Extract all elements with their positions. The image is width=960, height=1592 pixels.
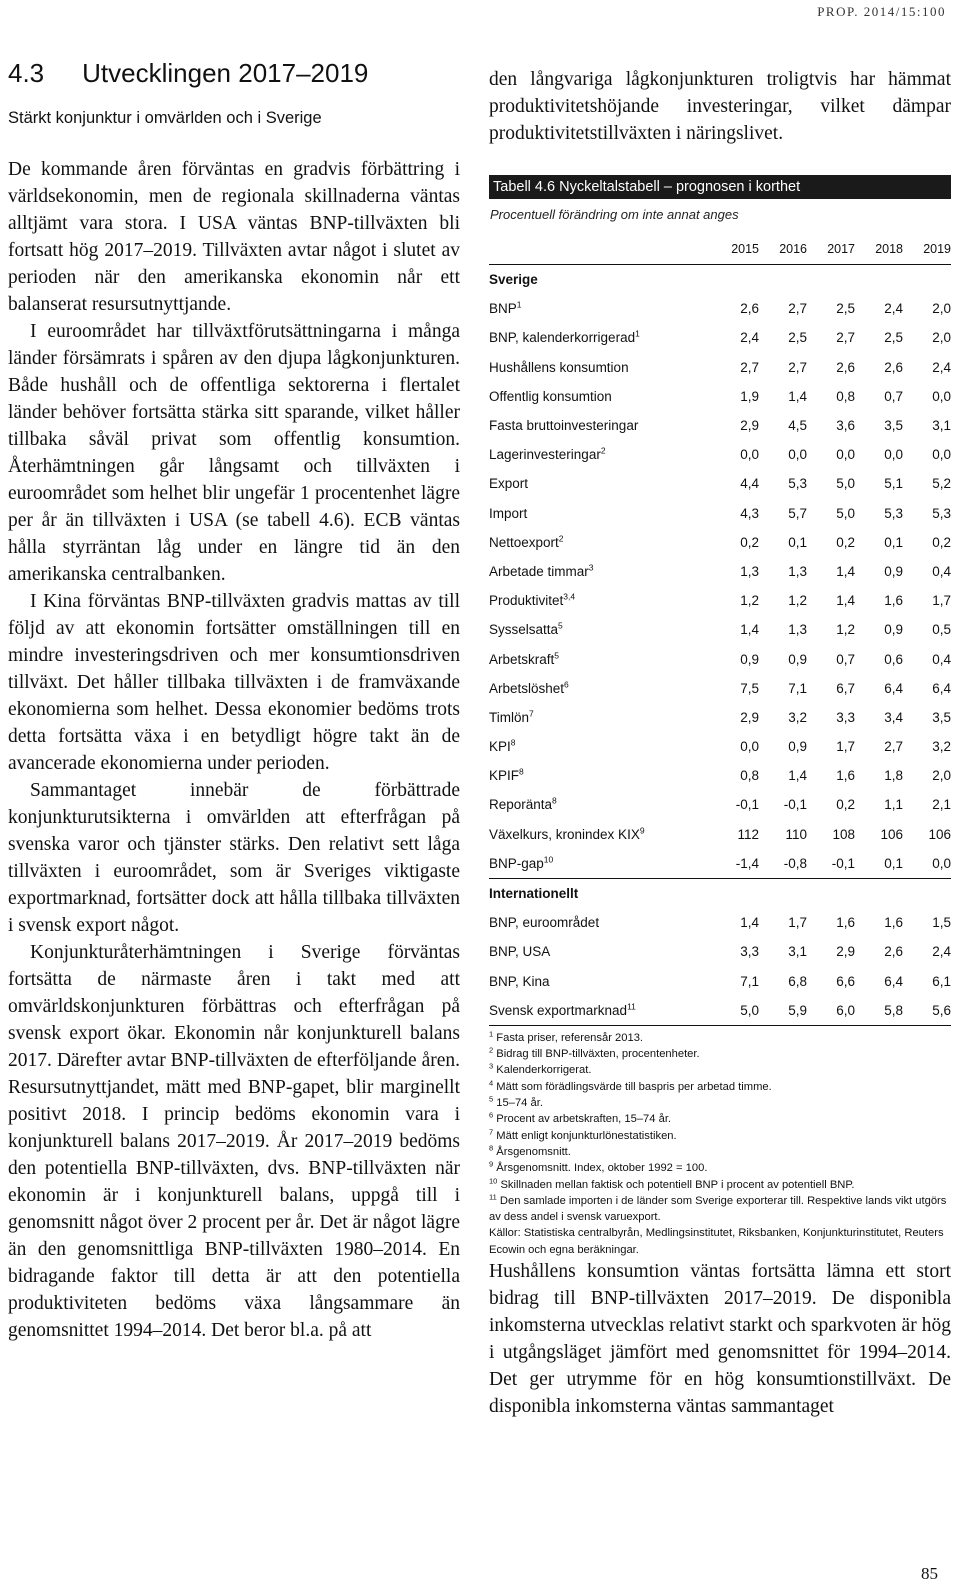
paragraph: De kommande åren förväntas en gradvis förbättring i världsekonomin, men de regionala skillnaderna väntas alltjämt vara stora. I USA väntas BNP-tillväxten bli fortsatt hög 2017–2019. Tillväxten avtar något i slutet av perioden när den amerikanska ekonomin når ett balanserat resursutnyttjande.	[8, 159, 460, 315]
footnote	[489, 1177, 951, 1193]
value-cell: 1,4	[740, 915, 759, 931]
group-label: Sverige	[489, 272, 538, 288]
table-group-row	[489, 265, 951, 295]
footnote-text: Mätt enligt konjunkturlönestatistiken.	[496, 1129, 677, 1142]
group-label: Internationellt	[489, 878, 951, 908]
year-header: 2016	[759, 240, 807, 265]
footnote-marker: 3,4	[563, 591, 576, 602]
value-cell: 5,0	[836, 505, 855, 521]
value-cell: 2,4	[884, 301, 903, 317]
footnote-number: 7	[489, 1126, 494, 1136]
paragraph: Hushållens konsumtion väntas fortsätta lämna ett stort bidrag till BNP-tillväxten 2017–2019. De disponibla inkomsterna utvecklas relativt starkt och sparkvoten är hög i utgångsläget jämfört med genomsnittet för 1994–2014. Det ger utrymme för en hög konsumtionstillväxt. De disponibla inkomsterna väntas sammantaget	[489, 1261, 951, 1418]
row-label: KPIF	[489, 768, 520, 784]
value-cell: 2,6	[884, 359, 903, 375]
value-cell: 2,4	[740, 330, 759, 346]
value-cell: 5,2	[932, 476, 951, 492]
table-row	[489, 996, 951, 1026]
row-label-cell	[489, 674, 711, 703]
footnote-text: Procent av arbetskraften, 15–74 år.	[496, 1113, 672, 1126]
footnote-number: 3	[489, 1061, 494, 1071]
row-label-cell	[489, 557, 711, 586]
row-label-cell	[489, 440, 711, 469]
row-label: Arbetade timmar	[489, 563, 589, 579]
value-cell: 1,6	[836, 915, 855, 931]
value-cell: 3,1	[788, 944, 807, 960]
footnote-number: 4	[489, 1078, 494, 1088]
table-group-row	[489, 878, 951, 908]
footnote-marker: 6	[564, 679, 569, 690]
value-cell: 6,4	[884, 973, 903, 989]
footnote-marker: 2	[600, 445, 606, 456]
footnote-marker: 2	[558, 533, 564, 544]
table-row	[489, 644, 951, 673]
value-cell: 1,5	[932, 915, 951, 931]
value-cell: 1,4	[836, 593, 855, 609]
footnote-number: 10	[489, 1175, 498, 1185]
value-cell: 0,0	[740, 739, 759, 755]
table-source: Källor: Statistiska centralbyrån, Medlingsinstitutet, Riksbanken, Konjunkturinstitutet, Reuters Ecowin och egna beräkningar.	[489, 1227, 944, 1256]
row-label-cell	[489, 294, 711, 323]
footnote-number: 11	[489, 1192, 497, 1202]
footnote-text: Den samlade importen i de länder som Sverige exporterar till. Respektive lands vikt utgörs av dess andel i svensk varuexport.	[489, 1194, 947, 1224]
table-row	[489, 674, 951, 703]
value-cell: 7,1	[788, 680, 807, 696]
table-title-text: Nyckeltalstabell – prognosen i korthet	[559, 179, 801, 195]
footnote-text: Årsgenomsnitt.	[496, 1145, 571, 1158]
table-footnotes	[489, 1030, 951, 1258]
value-cell: 0,9	[740, 651, 759, 667]
value-cell: 2,0	[932, 768, 951, 784]
value-cell: 0,8	[836, 388, 855, 404]
row-label-cell	[489, 849, 711, 879]
value-cell: 0,9	[788, 651, 807, 667]
value-cell: 5,6	[903, 996, 951, 1026]
value-cell: 108	[832, 826, 855, 842]
row-label-cell	[489, 615, 711, 644]
value-cell: 2,7	[788, 301, 807, 317]
value-cell: 6,8	[788, 973, 807, 989]
footnote-marker: 8	[510, 737, 516, 748]
table-row	[489, 528, 951, 557]
row-label: Reporänta	[489, 797, 553, 813]
value-cell: 5,3	[788, 476, 807, 492]
value-cell: 112	[737, 826, 759, 842]
footnote	[489, 1144, 951, 1160]
section-heading	[8, 58, 460, 89]
value-cell: 1,7	[932, 593, 951, 609]
value-cell: 6,1	[932, 973, 951, 989]
footnote-marker: 5	[558, 620, 563, 631]
value-cell: 5,8	[855, 996, 903, 1026]
value-cell: 2,4	[932, 944, 951, 960]
value-cell: 1,3	[788, 563, 807, 579]
value-cell: 4,4	[740, 476, 759, 492]
right-column	[489, 66, 951, 1420]
row-label: Växelkurs, kronindex KIX	[489, 826, 640, 842]
table-body	[489, 240, 951, 1026]
row-label: BNP, Kina	[489, 973, 550, 989]
year-header: 2017	[807, 240, 855, 265]
value-cell: 0,0	[836, 447, 855, 463]
value-cell: 3,3	[740, 944, 759, 960]
value-cell: 3,5	[932, 709, 951, 725]
value-cell: 2,9	[740, 418, 759, 434]
value-cell: 0,1	[884, 855, 903, 871]
page-number: 85	[921, 1564, 938, 1583]
value-cell: 6,6	[836, 973, 855, 989]
value-cell: 1,6	[884, 915, 903, 931]
value-cell: -0,1	[783, 797, 807, 813]
row-label-cell	[489, 937, 711, 966]
row-label: Nettoexport	[489, 534, 559, 550]
value-cell: 0,0	[932, 855, 951, 871]
row-label: Offentlig konsumtion	[489, 388, 612, 404]
value-cell: 0,5	[932, 622, 951, 638]
value-cell: -0,1	[831, 855, 855, 871]
row-label-cell	[489, 790, 711, 819]
value-cell: 5,7	[788, 505, 807, 521]
year-header: 2018	[855, 240, 903, 265]
table-row	[489, 790, 951, 819]
footnote-text: Kalenderkorrigerat.	[496, 1064, 592, 1077]
value-cell: 2,5	[836, 301, 855, 317]
value-cell: 1,4	[788, 388, 807, 404]
value-cell: -0,1	[735, 797, 759, 813]
row-label-cell	[489, 996, 711, 1026]
value-cell: 4,3	[740, 505, 759, 521]
value-cell: 1,6	[884, 593, 903, 609]
row-label-cell	[489, 528, 711, 557]
footnote	[489, 1128, 951, 1144]
value-cell: 5,0	[711, 996, 759, 1026]
footnote-number: 1	[489, 1029, 494, 1039]
row-label: Import	[489, 505, 528, 521]
table-row	[489, 557, 951, 586]
footnote-marker: 9	[639, 825, 645, 836]
table-row	[489, 615, 951, 644]
footnote-text: Årsgenomsnitt. Index, oktober 1992 = 100.	[496, 1162, 708, 1175]
value-cell: 2,6	[884, 944, 903, 960]
value-cell: 6,0	[807, 996, 855, 1026]
table-row	[489, 440, 951, 469]
footnote-marker: 3	[588, 562, 594, 573]
value-cell: 1,4	[740, 622, 759, 638]
footnote-number: 8	[489, 1143, 494, 1153]
value-cell: 1,4	[836, 563, 855, 579]
table-row	[489, 382, 951, 411]
value-cell: 6,4	[932, 680, 951, 696]
footnote	[489, 1095, 951, 1111]
value-cell: 1,1	[884, 797, 903, 813]
footnote	[489, 1193, 951, 1226]
value-cell: 110	[785, 826, 807, 842]
footnote-text: Bidrag till BNP-tillväxten, procentenheter.	[496, 1048, 700, 1061]
row-label-cell	[489, 644, 711, 673]
footnote-marker: 1	[516, 299, 522, 310]
row-label: Hushållens konsumtion	[489, 359, 629, 375]
row-label: BNP, kalenderkorrigerad	[489, 330, 636, 346]
table-header-row	[489, 240, 951, 265]
footnote-marker: 10	[543, 854, 554, 865]
left-column	[8, 58, 460, 1344]
row-label: Lagerinvesteringar	[489, 447, 601, 463]
row-label: BNP, euroområdet	[489, 915, 600, 931]
section-title: Utvecklingen 2017–2019	[82, 58, 369, 88]
value-cell: 7,1	[740, 973, 759, 989]
value-cell: 0,9	[788, 739, 807, 755]
table-row	[489, 908, 951, 937]
row-label-cell	[489, 382, 711, 411]
value-cell: 1,3	[740, 563, 759, 579]
value-cell: 1,8	[884, 768, 903, 784]
value-cell: 4,5	[788, 418, 807, 434]
year-header: 2015	[711, 240, 759, 265]
table-row	[489, 586, 951, 615]
value-cell: -0,8	[783, 855, 807, 871]
row-label-cell	[489, 967, 711, 996]
value-cell: 1,7	[788, 915, 807, 931]
footnote	[489, 1079, 951, 1095]
value-cell: 3,1	[932, 418, 951, 434]
value-cell: 3,6	[836, 418, 855, 434]
paragraph: Konjunkturåterhämtningen i Sverige förväntas fortsätta de närmaste åren i takt med att omvärldskonjunkturen förbättras och efterfrågan på svensk export ökar. Ekonomin når konjunkturell balans 2017. Därefter avtar BNP-tillväxten de efterföljande åren. Resursutnyttjandet, mätt med BNP-gapet, blir marginellt positivt 2018. I princip bedöms ekonomin vara i konjunkturell balans 2017–2019. År 2017–2019 bedöms den potentiella BNP-tillväxten, dvs. BNP-tillväxten när ekonomin är i konjunkturell balans, uppgå till i genomsnitt något över 2 procent per år. Det är något lägre än den genomsnittliga BNP-tillväxten 1980–2014. En bidragande faktor till detta är att den potentiella produktiviteten bedöms växa långsammare än genomsnittet 1994–2014. Det beror bl.a. på att	[8, 942, 460, 1341]
row-label-cell	[489, 469, 711, 498]
value-cell: 1,7	[836, 739, 855, 755]
value-cell: 2,7	[884, 739, 903, 755]
value-cell: 3,2	[788, 709, 807, 725]
row-label: BNP, USA	[489, 944, 551, 960]
value-cell: 2,6	[836, 359, 855, 375]
row-label: BNP-gap	[489, 855, 544, 871]
table-row	[489, 703, 951, 732]
value-cell: 0,4	[932, 651, 951, 667]
footnote-marker: 8	[552, 795, 557, 806]
paragraph: I Kina förväntas BNP-tillväxten gradvis mattas av till följd av att ekonomin fortsätter omställningen till en mindre investeringsdriven och mer konsumtionsdriven tillväxt. Det håller tillbaka tillväxten i de framväxande ekonomierna som helhet. Dessa ekonomier bedöms trots detta fortsätta växa i en betydligt högre takt än de avancerade ekonomierna under perioden.	[8, 591, 460, 774]
value-cell: 0,2	[740, 534, 759, 550]
table-row	[489, 353, 951, 382]
value-cell: 0,6	[884, 651, 903, 667]
value-cell: 0,4	[932, 563, 951, 579]
value-cell: 5,0	[836, 476, 855, 492]
value-cell: 3,5	[884, 418, 903, 434]
footnote-text: Skillnaden mellan faktisk och potentiell BNP i procent av potentiell BNP.	[500, 1178, 855, 1191]
value-cell: 3,4	[884, 709, 903, 725]
row-label: Arbetskraft	[489, 651, 555, 667]
value-cell: 0,9	[884, 622, 903, 638]
value-cell: 2,0	[932, 301, 951, 317]
footnote-text: Fasta priser, referensår 2013.	[496, 1031, 644, 1044]
value-cell: 3,2	[932, 739, 951, 755]
footnote-text: 15–74 år.	[496, 1097, 543, 1110]
footnote-marker: 8	[519, 766, 524, 777]
footnote-marker: 11	[627, 1001, 636, 1012]
footnote	[489, 1160, 951, 1176]
row-label: Sysselsatta	[489, 622, 559, 638]
row-label-cell	[489, 820, 711, 849]
value-cell: 2,7	[740, 359, 759, 375]
value-cell: 2,5	[788, 330, 807, 346]
value-cell: 0,0	[884, 447, 903, 463]
table-row	[489, 411, 951, 440]
value-cell: 1,6	[836, 768, 855, 784]
row-label: Arbetslöshet	[489, 680, 565, 696]
value-cell: 1,2	[836, 622, 855, 638]
row-label-cell	[489, 703, 711, 732]
value-cell: 0,2	[932, 534, 951, 550]
table-row	[489, 294, 951, 323]
paragraph: den långvariga lågkonjunkturen troligtvis har hämmat produktivitetshöjande investeringar, vilket dämpar produktivitetstillväxten i näringslivet.	[489, 69, 951, 144]
value-cell: 3,3	[836, 709, 855, 725]
value-cell: 6,4	[884, 680, 903, 696]
value-cell: 2,1	[932, 797, 951, 813]
header-cell	[489, 240, 711, 265]
footnote-number: 5	[489, 1094, 494, 1104]
row-label: Fasta bruttoinvesteringar	[489, 418, 639, 434]
table-row	[489, 469, 951, 498]
value-cell: 0,7	[884, 388, 903, 404]
footnote	[489, 1111, 951, 1127]
row-label: Export	[489, 476, 529, 492]
footnote-number: 6	[489, 1110, 494, 1120]
value-cell: 0,8	[740, 768, 759, 784]
table-number: Tabell 4.6	[493, 179, 556, 195]
row-label: Timlön	[489, 709, 530, 725]
row-label-cell	[489, 353, 711, 382]
row-label-cell	[489, 908, 711, 937]
value-cell: 0,0	[932, 447, 951, 463]
value-cell: 0,1	[884, 534, 903, 550]
row-label: KPI	[489, 739, 511, 755]
table-row	[489, 499, 951, 528]
document-reference: PROP. 2014/15:100	[817, 4, 946, 19]
value-cell: 5,3	[932, 505, 951, 521]
value-cell: 1,4	[788, 768, 807, 784]
footnote-marker: 1	[635, 328, 640, 339]
value-cell: 0,2	[836, 797, 855, 813]
paragraph: Sammantaget innebär de förbättrade konjunkturutsikterna i omvärlden att efterfrågan på svenska varor och tjänster stärks. Den relativt sett låga tillväxten i euroområdet, som är Sveriges viktigaste exportmarknad, fortsätter dock att hålla tillbaka tillväxten i svensk export något.	[8, 780, 460, 936]
footnote-number: 2	[489, 1045, 494, 1055]
value-cell: 0,7	[836, 651, 855, 667]
value-cell: 2,7	[836, 330, 855, 346]
value-cell: 0,1	[788, 534, 807, 550]
paragraph: I euroområdet har tillväxtförutsättningarna i många länder försämrats i spåren av den djupa lågkonjunkturen. Både hushåll och de offentliga sektorerna i flertalet länder behöver fortsätta stärka sitt sparande, vilket håller tillbaka såväl privat som offentlig konsumtion. Återhämtningen går långsamt och tillväxten i euroområdet som helhet blir ungefär 1 procentenhet lägre per år än tillväxten i USA (se tabell 4.6). ECB väntas hålla styrräntan låg under en längre tid än den amerikanska centralbanken.	[8, 321, 460, 585]
row-label-cell	[489, 761, 711, 790]
value-cell: 5,9	[759, 996, 807, 1026]
row-label: Produktivitet	[489, 593, 564, 609]
footnote	[489, 1046, 951, 1062]
value-cell: 0,0	[788, 447, 807, 463]
value-cell: 2,9	[740, 709, 759, 725]
table-subtitle: Procentuell förändring om inte annat anges	[490, 207, 739, 222]
footnote-marker: 7	[529, 708, 534, 719]
table-row	[489, 761, 951, 790]
value-cell: 2,6	[740, 301, 759, 317]
value-cell: 0,9	[884, 563, 903, 579]
row-label: BNP	[489, 301, 517, 317]
footnote-number: 9	[489, 1159, 494, 1169]
value-cell: 0,2	[836, 534, 855, 550]
value-cell: 106	[928, 826, 951, 842]
key-figures-table	[489, 175, 951, 1258]
value-cell: 6,7	[836, 680, 855, 696]
subheading: Stärkt konjunktur i omvärlden och i Sverige	[8, 109, 322, 127]
value-cell: 5,3	[884, 505, 903, 521]
row-label-cell	[489, 586, 711, 615]
value-cell: 2,4	[932, 359, 951, 375]
footnote	[489, 1062, 951, 1078]
value-cell: 1,2	[740, 593, 759, 609]
row-label-cell	[489, 499, 711, 528]
value-cell: 1,3	[788, 622, 807, 638]
value-cell: 2,5	[884, 330, 903, 346]
table-row	[489, 849, 951, 879]
footnote-marker: 5	[554, 650, 560, 661]
table-row	[489, 820, 951, 849]
value-cell: 2,9	[836, 944, 855, 960]
value-cell: 1,9	[740, 388, 759, 404]
value-cell: 106	[880, 826, 903, 842]
row-label-cell	[489, 323, 711, 352]
value-cell: 2,0	[932, 330, 951, 346]
section-number: 4.3	[8, 58, 45, 88]
value-cell: 1,2	[788, 593, 807, 609]
table-row	[489, 732, 951, 761]
row-label-cell	[489, 411, 711, 440]
table-row	[489, 323, 951, 352]
table-title	[489, 175, 951, 199]
table-row	[489, 967, 951, 996]
value-cell: 0,0	[932, 388, 951, 404]
row-label: Svensk exportmarknad	[489, 1002, 628, 1018]
footnote	[489, 1030, 951, 1046]
value-cell: -1,4	[735, 855, 759, 871]
value-cell: 0,0	[740, 447, 759, 463]
value-cell: 2,7	[788, 359, 807, 375]
value-cell: 7,5	[740, 680, 759, 696]
table-row	[489, 937, 951, 966]
value-cell: 5,1	[884, 476, 903, 492]
row-label-cell	[489, 732, 711, 761]
year-header: 2019	[903, 240, 951, 265]
footnote-text: Mätt som förädlingsvärde till baspris per arbetad timme.	[496, 1080, 772, 1093]
